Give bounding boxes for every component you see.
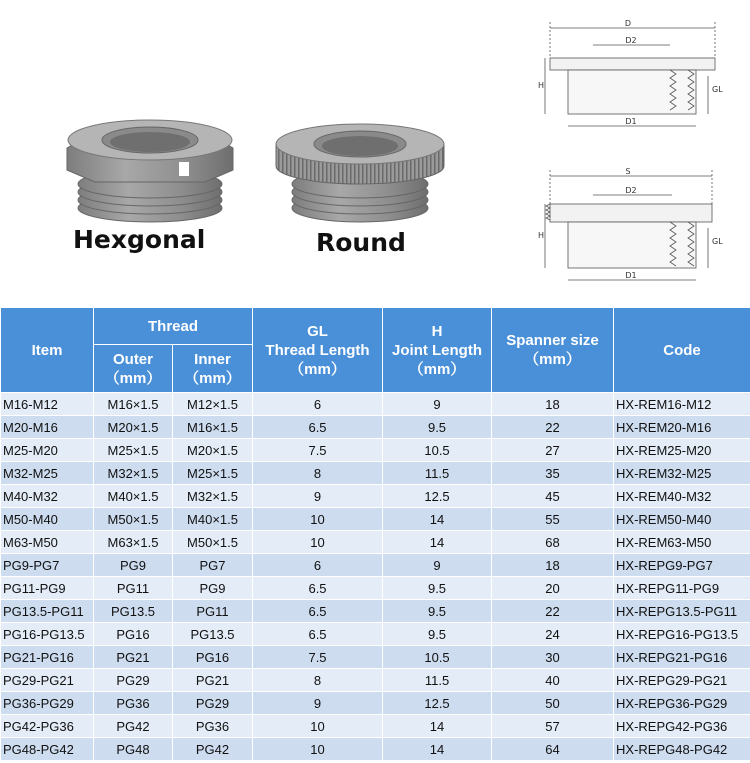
cell-code: HX-REPG36-PG29 <box>614 692 750 715</box>
cell-item: M32-M25 <box>1 462 94 485</box>
cell-spanner-size: 68 <box>492 531 614 554</box>
header-spanner <box>492 308 614 393</box>
cell-gl: 9 <box>253 485 383 508</box>
cell-outer-thread: PG42 <box>94 715 173 738</box>
header-h <box>383 308 492 393</box>
cell-spanner-size: 45 <box>492 485 614 508</box>
cell-spanner-size: 64 <box>492 738 614 761</box>
cell-h: 11.5 <box>383 669 492 692</box>
header-gl-line2: Thread Length <box>265 341 370 359</box>
cell-h: 9 <box>383 554 492 577</box>
cell-inner-thread: M50×1.5 <box>173 531 253 554</box>
cell-outer-thread: M40×1.5 <box>94 485 173 508</box>
table-row <box>1 738 750 761</box>
cell-outer-thread: M63×1.5 <box>94 531 173 554</box>
cell-inner-thread: PG13.5 <box>173 623 253 646</box>
table-row <box>1 416 750 439</box>
header-gl <box>253 308 383 393</box>
drawing-label-d: D <box>624 19 632 28</box>
cell-spanner-size: 18 <box>492 393 614 416</box>
cell-item: PG9-PG7 <box>1 554 94 577</box>
cell-code: HX-REM25-M20 <box>614 439 750 462</box>
drawing-label-h: H <box>538 81 545 90</box>
cell-gl: 10 <box>253 715 383 738</box>
cell-item: M63-M50 <box>1 531 94 554</box>
cell-outer-thread: PG21 <box>94 646 173 669</box>
cell-item: PG42-PG36 <box>1 715 94 738</box>
cell-code: HX-REPG21-PG16 <box>614 646 750 669</box>
table-row <box>1 577 750 600</box>
cell-gl: 6 <box>253 554 383 577</box>
header-inner <box>173 345 253 393</box>
round-reducer-image <box>270 118 450 228</box>
round-caption: Round <box>316 228 406 257</box>
header-outer <box>94 345 173 393</box>
cell-spanner-size: 27 <box>492 439 614 462</box>
product-section <box>0 0 750 305</box>
cell-item: PG48-PG42 <box>1 738 94 761</box>
cell-h: 10.5 <box>383 439 492 462</box>
cell-gl: 7.5 <box>253 646 383 669</box>
cell-gl: 8 <box>253 669 383 692</box>
header-outer-label: Outer <box>112 350 153 368</box>
cell-inner-thread: PG29 <box>173 692 253 715</box>
drawing-label-d1: D1 <box>625 271 637 280</box>
table-row <box>1 600 750 623</box>
cell-spanner-size: 22 <box>492 416 614 439</box>
cell-spanner-size: 50 <box>492 692 614 715</box>
cell-item: PG29-PG21 <box>1 669 94 692</box>
table-row <box>1 692 750 715</box>
cell-outer-thread: M25×1.5 <box>94 439 173 462</box>
cell-outer-thread: M20×1.5 <box>94 416 173 439</box>
cell-h: 9 <box>383 393 492 416</box>
cell-item: PG21-PG16 <box>1 646 94 669</box>
cell-code: HX-REM16-M12 <box>614 393 750 416</box>
header-h-line2: Joint Length <box>392 341 483 359</box>
cell-inner-thread: M25×1.5 <box>173 462 253 485</box>
cell-spanner-size: 40 <box>492 669 614 692</box>
cell-code: HX-REPG16-PG13.5 <box>614 623 750 646</box>
cell-h: 14 <box>383 508 492 531</box>
cell-inner-thread: M32×1.5 <box>173 485 253 508</box>
table-row <box>1 646 750 669</box>
cell-gl: 6.5 <box>253 416 383 439</box>
cell-spanner-size: 24 <box>492 623 614 646</box>
cell-h: 12.5 <box>383 692 492 715</box>
cell-item: M40-M32 <box>1 485 94 508</box>
drawing-label-gl: GL <box>712 237 723 246</box>
cell-h: 14 <box>383 531 492 554</box>
cell-outer-thread: PG29 <box>94 669 173 692</box>
cell-code: HX-REPG42-PG36 <box>614 715 750 738</box>
cell-gl: 6.5 <box>253 577 383 600</box>
specification-table <box>0 307 750 761</box>
cell-spanner-size: 18 <box>492 554 614 577</box>
cell-h: 14 <box>383 715 492 738</box>
cell-inner-thread: PG21 <box>173 669 253 692</box>
cell-inner-thread: M20×1.5 <box>173 439 253 462</box>
cell-code: HX-REM40-M32 <box>614 485 750 508</box>
header-inner-label: Inner <box>194 350 231 368</box>
cell-gl: 10 <box>253 508 383 531</box>
table-row <box>1 531 750 554</box>
drawing-label-d2: D2 <box>625 186 637 195</box>
cell-h: 9.5 <box>383 623 492 646</box>
cell-outer-thread: M16×1.5 <box>94 393 173 416</box>
cell-code: HX-REM32-M25 <box>614 462 750 485</box>
header-spanner-unit: （mm） <box>524 351 581 368</box>
table-row <box>1 623 750 646</box>
cell-h: 11.5 <box>383 462 492 485</box>
hexagonal-technical-drawing <box>520 18 735 133</box>
header-inner-unit: （mm） <box>184 369 241 387</box>
cell-outer-thread: PG11 <box>94 577 173 600</box>
cell-item: M20-M16 <box>1 416 94 439</box>
cell-outer-thread: M50×1.5 <box>94 508 173 531</box>
header-h-line1: H <box>431 322 443 340</box>
hexagonal-caption: Hexgonal <box>73 225 206 254</box>
table-row <box>1 669 750 692</box>
cell-code: HX-REPG13.5-PG11 <box>614 600 750 623</box>
round-technical-drawing <box>520 160 735 290</box>
cell-spanner-size: 57 <box>492 715 614 738</box>
cell-h: 9.5 <box>383 416 492 439</box>
cell-spanner-size: 20 <box>492 577 614 600</box>
cell-outer-thread: PG16 <box>94 623 173 646</box>
cell-gl: 7.5 <box>253 439 383 462</box>
cell-inner-thread: PG42 <box>173 738 253 761</box>
table-row <box>1 393 750 416</box>
cell-h: 9.5 <box>383 577 492 600</box>
cell-inner-thread: M12×1.5 <box>173 393 253 416</box>
cell-item: PG36-PG29 <box>1 692 94 715</box>
cell-item: PG11-PG9 <box>1 577 94 600</box>
cell-gl: 6.5 <box>253 623 383 646</box>
drawing-label-gl: GL <box>712 85 723 94</box>
table-row <box>1 554 750 577</box>
cell-item: M16-M12 <box>1 393 94 416</box>
cell-code: HX-REPG9-PG7 <box>614 554 750 577</box>
header-gl-line1: GL <box>307 322 328 340</box>
cell-inner-thread: M16×1.5 <box>173 416 253 439</box>
cell-item: M25-M20 <box>1 439 94 462</box>
hexagonal-reducer-image <box>55 118 245 228</box>
cell-gl: 6 <box>253 393 383 416</box>
cell-outer-thread: PG36 <box>94 692 173 715</box>
cell-gl: 10 <box>253 531 383 554</box>
header-thread: Thread <box>94 308 253 345</box>
cell-inner-thread: PG36 <box>173 715 253 738</box>
cell-outer-thread: PG13.5 <box>94 600 173 623</box>
cell-h: 10.5 <box>383 646 492 669</box>
table-row <box>1 439 750 462</box>
cell-code: HX-REPG48-PG42 <box>614 738 750 761</box>
cell-inner-thread: PG9 <box>173 577 253 600</box>
cell-inner-thread: PG16 <box>173 646 253 669</box>
cell-inner-thread: PG11 <box>173 600 253 623</box>
cell-outer-thread: M32×1.5 <box>94 462 173 485</box>
drawing-label-s: S <box>625 167 631 176</box>
cell-spanner-size: 55 <box>492 508 614 531</box>
cell-item: M50-M40 <box>1 508 94 531</box>
cell-gl: 10 <box>253 738 383 761</box>
header-spanner-line1: Spanner size <box>506 332 599 349</box>
cell-gl: 8 <box>253 462 383 485</box>
cell-gl: 6.5 <box>253 600 383 623</box>
cell-spanner-size: 30 <box>492 646 614 669</box>
header-code: Code <box>614 308 750 393</box>
drawing-label-d2: D2 <box>625 36 637 45</box>
table-row <box>1 485 750 508</box>
cell-inner-thread: PG7 <box>173 554 253 577</box>
table-row <box>1 715 750 738</box>
cell-spanner-size: 22 <box>492 600 614 623</box>
cell-item: PG13.5-PG11 <box>1 600 94 623</box>
header-h-unit: （mm） <box>408 360 466 378</box>
cell-code: HX-REPG11-PG9 <box>614 577 750 600</box>
cell-code: HX-REM20-M16 <box>614 416 750 439</box>
cell-spanner-size: 35 <box>492 462 614 485</box>
cell-h: 14 <box>383 738 492 761</box>
header-outer-unit: （mm） <box>104 369 162 387</box>
header-gl-unit: （mm） <box>289 360 346 378</box>
drawing-label-d1: D1 <box>625 117 637 126</box>
table-row <box>1 508 750 531</box>
header-item: Item <box>1 308 94 393</box>
cell-code: HX-REPG29-PG21 <box>614 669 750 692</box>
table-row <box>1 462 750 485</box>
cell-code: HX-REM50-M40 <box>614 508 750 531</box>
cell-h: 9.5 <box>383 600 492 623</box>
cell-item: PG16-PG13.5 <box>1 623 94 646</box>
cell-outer-thread: PG9 <box>94 554 173 577</box>
cell-code: HX-REM63-M50 <box>614 531 750 554</box>
cell-gl: 9 <box>253 692 383 715</box>
cell-h: 12.5 <box>383 485 492 508</box>
drawing-label-h: H <box>538 231 545 240</box>
specification-table-body <box>1 393 750 761</box>
cell-inner-thread: M40×1.5 <box>173 508 253 531</box>
cell-outer-thread: PG48 <box>94 738 173 761</box>
